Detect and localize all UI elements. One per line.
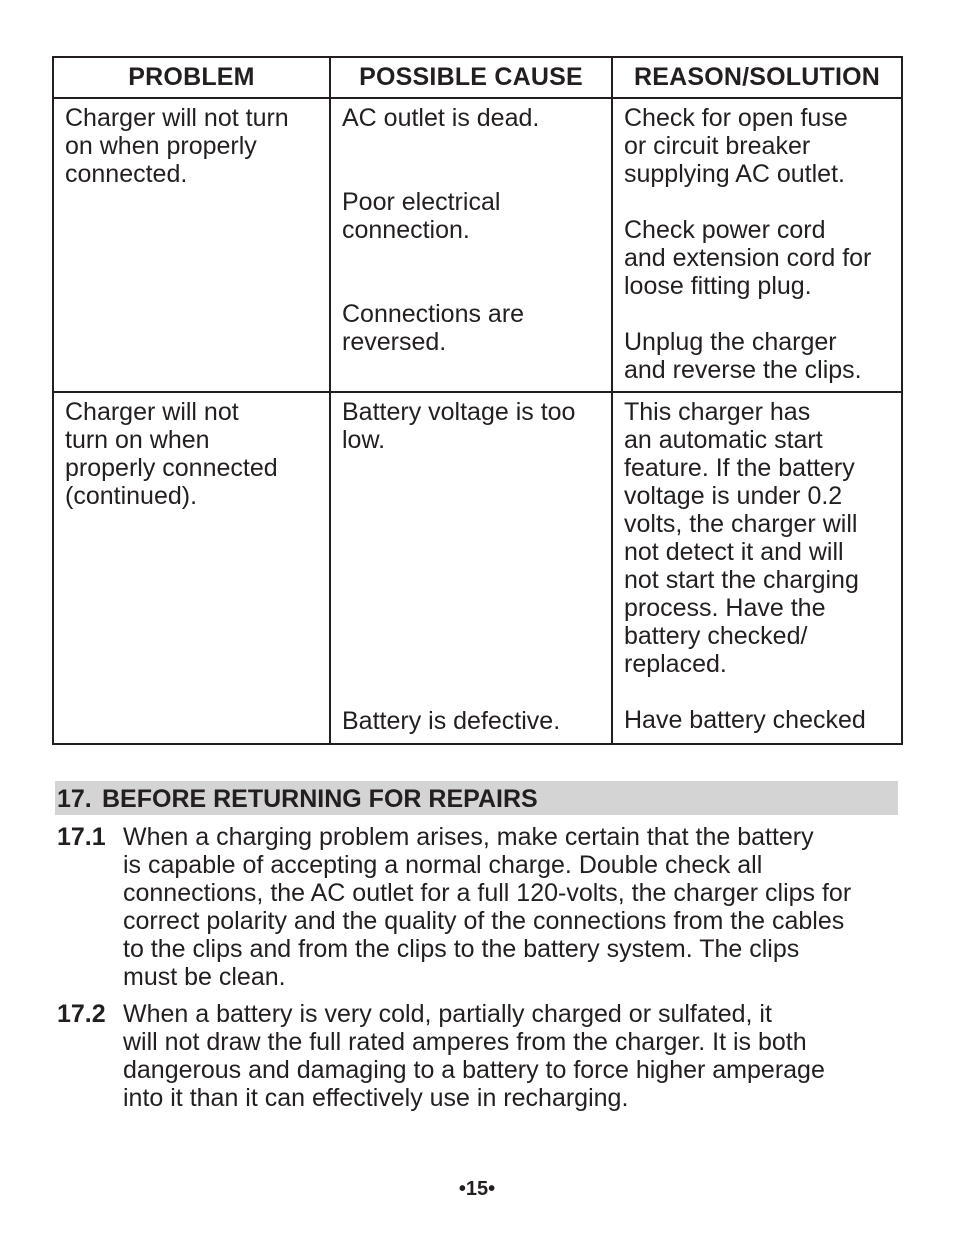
section-title: BEFORE RETURNING FOR REPAIRS xyxy=(102,785,538,813)
solution-text: Check power cord and extension cord for loose fitting plug. xyxy=(624,216,872,300)
troubleshooting-table xyxy=(52,56,903,745)
cause-text: Battery voltage is too low. xyxy=(342,398,576,454)
page-number: •15• xyxy=(458,1178,496,1200)
solution-cell xyxy=(612,98,902,392)
table-row xyxy=(53,98,902,392)
cause-text: Battery is defective. xyxy=(342,707,561,735)
header-reason-solution: REASON/SOLUTION xyxy=(612,57,902,98)
table-row xyxy=(53,392,902,744)
header-problem: PROBLEM xyxy=(53,57,330,98)
paragraph-number: 17.1 xyxy=(57,823,106,851)
paragraph-text: When a battery is very cold, partially charged or sulfated, it will not draw the full rated amperes from the charger. It is both dangerous and damaging to a battery to force higher amperage into it than it can effectively use in recharging. xyxy=(123,1000,825,1112)
problem-cell xyxy=(53,98,330,392)
table-header-row xyxy=(53,57,902,98)
cause-text: AC outlet is dead. xyxy=(342,104,540,132)
header-possible-cause: POSSIBLE CAUSE xyxy=(330,57,612,98)
solution-text: Unplug the charger and reverse the clips. xyxy=(624,328,862,384)
cause-cell xyxy=(330,392,612,744)
section-heading xyxy=(57,785,538,813)
section-number: 17. xyxy=(57,785,92,813)
solution-cell xyxy=(612,392,902,744)
cause-text: Poor electrical connection. xyxy=(342,188,501,244)
paragraph-text: When a charging problem arises, make certain that the battery is capable of accepting a normal charge. Double check all connections, the AC outlet for a full 120-volts, the charger clips for correct polarity and the quality of the connections from the cables to the clips and from the clips to the battery system. The clips must be clean. xyxy=(123,823,852,991)
problem-text: Charger will not turn on when properly connected. xyxy=(65,104,289,188)
paragraph-17-2 xyxy=(57,1000,902,1112)
solution-text: Check for open fuse or circuit breaker supplying AC outlet. xyxy=(624,104,848,188)
solution-text: This charger has an automatic start feature. If the battery voltage is under 0.2 volts, the charger will not detect it and will not start the charging process. Have the battery checked/ replaced. xyxy=(624,398,859,678)
cause-cell xyxy=(330,98,612,392)
paragraph-17-1 xyxy=(57,823,902,991)
paragraph-number: 17.2 xyxy=(57,1000,106,1028)
problem-cell xyxy=(53,392,330,744)
cause-text: Connections are reversed. xyxy=(342,300,525,356)
solution-text: Have battery checked xyxy=(624,706,866,734)
problem-text: Charger will not turn on when properly connected (continued). xyxy=(65,398,278,510)
